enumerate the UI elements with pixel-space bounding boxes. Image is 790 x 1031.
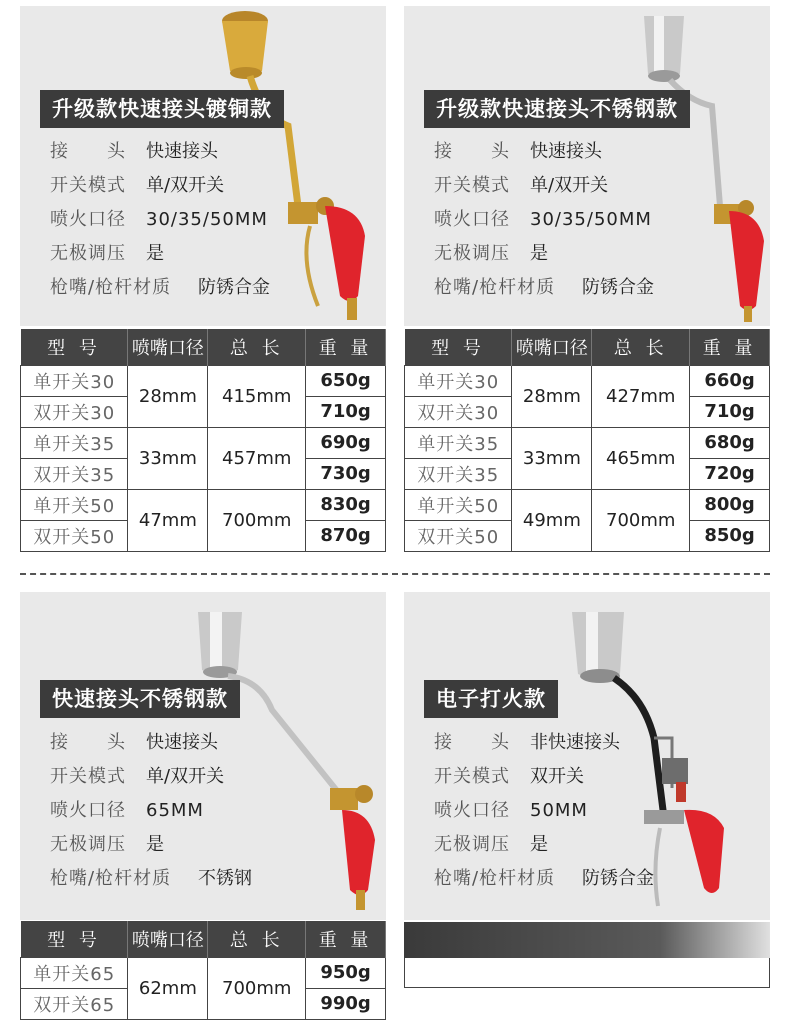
length-cell: 700mm (208, 957, 306, 1019)
spec-row-nozzle (50, 794, 252, 828)
spec-value: 不锈钢 (198, 868, 252, 889)
weight-cell: 870g (306, 520, 386, 551)
spec-row-connector (50, 726, 252, 760)
spec-row-pressure (434, 828, 654, 862)
spec-value: 单/双开关 (146, 175, 225, 196)
spec-value: 是 (530, 834, 548, 855)
header-length: 总 长 (592, 329, 690, 365)
spec-row-pressure (50, 237, 270, 271)
spec-value: 单/双开关 (146, 766, 225, 787)
header-weight: 重 量 (306, 329, 386, 365)
spec-row-switch (434, 169, 654, 203)
weight-cell: 710g (690, 396, 770, 427)
spec-value: 快速接头 (530, 141, 602, 162)
spec-key: 无极调压 (434, 243, 510, 264)
product-panel-steel-quick (404, 6, 770, 326)
model-cell: 单开关65 (21, 957, 128, 988)
empty-table-body (404, 958, 770, 988)
model-cell: 单开关50 (405, 489, 512, 520)
spec-value: 是 (146, 834, 164, 855)
header-length: 总 长 (208, 921, 306, 957)
spec-value: 非快速接头 (530, 732, 620, 753)
spec-row-material (434, 271, 654, 305)
spec-key: 喷火口径 (434, 209, 510, 230)
spec-key: 枪嘴/枪杆材质 (50, 277, 172, 298)
weight-cell: 680g (690, 427, 770, 458)
table-header-row (405, 329, 770, 365)
spec-key: 喷火口径 (434, 800, 510, 821)
spec-row-pressure (50, 828, 252, 862)
panel-title: 快速接头不锈钢款 (40, 680, 240, 718)
weight-cell: 660g (690, 365, 770, 396)
spec-table-brass (20, 329, 386, 552)
nozzle-cell: 28mm (128, 365, 208, 427)
header-weight: 重 量 (306, 921, 386, 957)
spec-table-steel (404, 329, 770, 552)
weight-cell: 650g (306, 365, 386, 396)
empty-table-header-bar (404, 922, 770, 958)
spec-key: 头 (107, 141, 126, 162)
spec-key: 无极调压 (434, 834, 510, 855)
header-nozzle: 喷嘴口径 (512, 329, 592, 365)
weight-cell: 720g (690, 458, 770, 489)
spec-list (434, 726, 654, 896)
weight-cell: 950g (306, 957, 386, 988)
weight-cell: 730g (306, 458, 386, 489)
length-cell: 700mm (208, 489, 306, 551)
spec-key: 接 (434, 732, 453, 753)
spec-value: 30/35/50MM (530, 209, 652, 230)
table-row (21, 365, 386, 396)
header-length: 总 长 (208, 329, 306, 365)
header-nozzle: 喷嘴口径 (128, 921, 208, 957)
spec-key: 接 (434, 141, 453, 162)
table-row (21, 489, 386, 520)
spec-list (50, 726, 252, 896)
spec-table-steel-65 (20, 921, 386, 1020)
spec-key: 头 (491, 732, 510, 753)
spec-value: 防锈合金 (582, 277, 654, 298)
spec-value: 快速接头 (146, 732, 218, 753)
product-panel-brass-quick (20, 6, 386, 326)
nozzle-cell: 28mm (512, 365, 592, 427)
weight-cell: 710g (306, 396, 386, 427)
nozzle-cell: 62mm (128, 957, 208, 1019)
spec-row-switch (50, 760, 252, 794)
model-cell: 双开关50 (21, 520, 128, 551)
length-cell: 427mm (592, 365, 690, 427)
spec-value: 是 (530, 243, 548, 264)
spec-row-pressure (434, 237, 654, 271)
spec-value: 50MM (530, 800, 588, 821)
table-row (405, 365, 770, 396)
spec-value: 防锈合金 (582, 868, 654, 889)
model-cell: 双开关50 (405, 520, 512, 551)
header-model: 型 号 (405, 329, 512, 365)
spec-key: 枪嘴/枪杆材质 (50, 868, 172, 889)
model-cell: 单开关50 (21, 489, 128, 520)
weight-cell: 850g (690, 520, 770, 551)
spec-value: 双开关 (530, 766, 584, 787)
spec-key: 枪嘴/枪杆材质 (434, 868, 556, 889)
spec-value: 65MM (146, 800, 204, 821)
spec-value: 快速接头 (146, 141, 218, 162)
model-cell: 单开关35 (405, 427, 512, 458)
spec-value: 是 (146, 243, 164, 264)
model-cell: 双开关65 (21, 988, 128, 1019)
model-cell: 双开关30 (405, 396, 512, 427)
panel-title: 升级款快速接头镀铜款 (40, 90, 284, 128)
weight-cell: 990g (306, 988, 386, 1019)
spec-key: 接 (50, 141, 69, 162)
length-cell: 700mm (592, 489, 690, 551)
nozzle-cell: 47mm (128, 489, 208, 551)
table-header-row (21, 329, 386, 365)
spec-key: 头 (107, 732, 126, 753)
spec-key: 喷火口径 (50, 209, 126, 230)
spec-row-connector (434, 135, 654, 169)
spec-row-nozzle (434, 203, 654, 237)
spec-list (434, 135, 654, 305)
spec-row-nozzle (434, 794, 654, 828)
spec-value: 单/双开关 (530, 175, 609, 196)
spec-key: 开关模式 (434, 175, 510, 196)
spec-row-nozzle (50, 203, 270, 237)
table-row (405, 427, 770, 458)
length-cell: 465mm (592, 427, 690, 489)
spec-key: 喷火口径 (50, 800, 126, 821)
product-panel-steel-quick-65 (20, 592, 386, 920)
table-row (21, 427, 386, 458)
spec-row-connector (434, 726, 654, 760)
spec-key: 开关模式 (434, 766, 510, 787)
table-row (21, 957, 386, 988)
spec-key: 开关模式 (50, 766, 126, 787)
spec-key: 开关模式 (50, 175, 126, 196)
model-cell: 单开关30 (405, 365, 512, 396)
table-header-row (21, 921, 386, 957)
table-row (405, 489, 770, 520)
spec-value: 30/35/50MM (146, 209, 268, 230)
header-weight: 重 量 (690, 329, 770, 365)
spec-key: 头 (491, 141, 510, 162)
spec-value: 防锈合金 (198, 277, 270, 298)
weight-cell: 690g (306, 427, 386, 458)
header-nozzle: 喷嘴口径 (128, 329, 208, 365)
spec-row-connector (50, 135, 270, 169)
spec-row-switch (434, 760, 654, 794)
nozzle-cell: 33mm (512, 427, 592, 489)
model-cell: 单开关30 (21, 365, 128, 396)
spec-row-material (50, 862, 252, 896)
spec-row-material (50, 271, 270, 305)
model-cell: 双开关35 (21, 458, 128, 489)
spec-row-material (434, 862, 654, 896)
length-cell: 415mm (208, 365, 306, 427)
spec-key: 接 (50, 732, 69, 753)
panel-title: 电子打火款 (424, 680, 558, 718)
spec-key: 无极调压 (50, 243, 126, 264)
model-cell: 双开关30 (21, 396, 128, 427)
model-cell: 单开关35 (21, 427, 128, 458)
model-cell: 双开关35 (405, 458, 512, 489)
spec-key: 枪嘴/枪杆材质 (434, 277, 556, 298)
product-panel-electronic-ignition (404, 592, 770, 920)
spec-row-switch (50, 169, 270, 203)
spec-list (50, 135, 270, 305)
panel-title: 升级款快速接头不锈钢款 (424, 90, 690, 128)
header-model: 型 号 (21, 921, 128, 957)
section-divider (20, 573, 770, 575)
length-cell: 457mm (208, 427, 306, 489)
spec-key: 无极调压 (50, 834, 126, 855)
weight-cell: 800g (690, 489, 770, 520)
weight-cell: 830g (306, 489, 386, 520)
nozzle-cell: 49mm (512, 489, 592, 551)
nozzle-cell: 33mm (128, 427, 208, 489)
header-model: 型 号 (21, 329, 128, 365)
